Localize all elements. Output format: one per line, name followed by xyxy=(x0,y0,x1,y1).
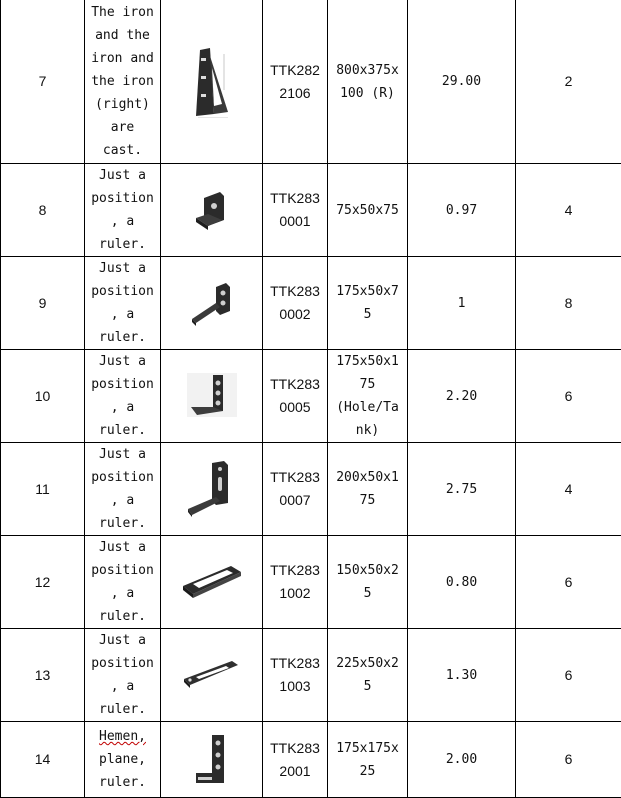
product-size xyxy=(328,443,408,536)
name-line: Just a xyxy=(99,447,146,462)
name-line: cast. xyxy=(103,143,142,158)
product-weight: 0.80 xyxy=(408,536,516,629)
name-line: , a xyxy=(111,586,134,601)
name-line: ruler. xyxy=(99,609,146,624)
name-line: Just a xyxy=(99,261,146,276)
name-line: Just a xyxy=(99,633,146,648)
l-angle-stop-slot-icon xyxy=(184,459,240,519)
product-size xyxy=(328,629,408,722)
size-line: 75x50x75 xyxy=(336,203,399,218)
slotted-bar-icon xyxy=(179,560,245,604)
code-line: 0007 xyxy=(279,492,310,508)
product-name xyxy=(85,629,161,722)
size-line: 150x50x2 xyxy=(336,563,399,578)
size-line: 175x50x7 xyxy=(336,284,399,299)
size-line: 200x50x1 xyxy=(336,470,399,485)
table-row xyxy=(1,0,621,164)
product-image xyxy=(161,629,263,722)
name-line: Just a xyxy=(99,354,146,369)
code-line: TTK282 xyxy=(270,62,320,78)
table-row xyxy=(1,536,621,629)
code-line: 1002 xyxy=(279,585,310,601)
product-image xyxy=(161,536,263,629)
code-line: 0002 xyxy=(279,306,310,322)
code-line: 2106 xyxy=(279,85,310,101)
product-quantity: 4 xyxy=(516,164,621,257)
name-line: position xyxy=(91,470,154,485)
name-line: Just a xyxy=(99,540,146,555)
code-line: TTK283 xyxy=(270,190,320,206)
product-code xyxy=(263,443,328,536)
product-weight: 2.20 xyxy=(408,350,516,443)
product-size xyxy=(328,350,408,443)
size-line: 5 xyxy=(364,679,372,694)
name-line: (right) xyxy=(95,97,150,112)
table-row xyxy=(1,722,621,798)
name-line: position xyxy=(91,191,154,206)
name-line: , a xyxy=(111,214,134,229)
product-name xyxy=(85,0,161,164)
welding-angle-triangle-icon xyxy=(184,46,240,118)
l-angle-stop-holes-icon xyxy=(187,371,237,421)
code-line: TTK283 xyxy=(270,562,320,578)
product-image xyxy=(161,164,263,257)
code-line: 2001 xyxy=(279,763,310,779)
size-line: 175x175x xyxy=(336,741,399,756)
product-weight: 1.30 xyxy=(408,629,516,722)
product-code xyxy=(263,722,328,798)
product-quantity: 6 xyxy=(516,722,621,798)
name-line: ruler. xyxy=(99,702,146,717)
size-line: 5 xyxy=(364,586,372,601)
code-line: 0005 xyxy=(279,399,310,415)
name-line: position xyxy=(91,563,154,578)
table-row xyxy=(1,350,621,443)
row-number: 14 xyxy=(1,722,85,798)
name-line: The iron xyxy=(91,5,154,20)
name-line: , a xyxy=(111,493,134,508)
code-line: TTK283 xyxy=(270,283,320,299)
product-image xyxy=(161,0,263,164)
product-code xyxy=(263,164,328,257)
name-line: iron and xyxy=(91,51,154,66)
product-quantity: 6 xyxy=(516,536,621,629)
code-line: TTK283 xyxy=(270,376,320,392)
size-line: 75 xyxy=(360,377,376,392)
size-line: 225x50x2 xyxy=(336,656,399,671)
product-weight: 0.97 xyxy=(408,164,516,257)
size-line: 175x50x1 xyxy=(336,354,399,369)
long-slotted-bar-icon xyxy=(182,657,242,693)
product-size xyxy=(328,722,408,798)
name-line: ruler. xyxy=(99,775,146,790)
name-line: the iron xyxy=(91,74,154,89)
table-row xyxy=(1,257,621,350)
name-line: and the xyxy=(95,28,150,43)
size-line: 800x375x xyxy=(336,63,399,78)
product-name xyxy=(85,257,161,350)
product-quantity: 2 xyxy=(516,0,621,164)
product-name xyxy=(85,536,161,629)
angle-stop-icon xyxy=(186,279,238,327)
product-quantity: 6 xyxy=(516,629,621,722)
name-line: plane, xyxy=(99,752,146,767)
size-line: 5 xyxy=(364,307,372,322)
code-line: TTK283 xyxy=(270,469,320,485)
row-number: 9 xyxy=(1,257,85,350)
table-row xyxy=(1,164,621,257)
product-image xyxy=(161,722,263,798)
table-row xyxy=(1,443,621,536)
code-line: TTK283 xyxy=(270,655,320,671)
product-code xyxy=(263,350,328,443)
product-quantity: 4 xyxy=(516,443,621,536)
name-line: Hemen, xyxy=(99,729,146,744)
code-line: TTK283 xyxy=(270,740,320,756)
name-line: , a xyxy=(111,400,134,415)
size-line: (Hole/Ta xyxy=(336,400,399,415)
row-number: 13 xyxy=(1,629,85,722)
name-line: are xyxy=(111,120,134,135)
row-number: 10 xyxy=(1,350,85,443)
product-size xyxy=(328,257,408,350)
name-line: , a xyxy=(111,679,134,694)
name-line: ruler. xyxy=(99,237,146,252)
product-code xyxy=(263,629,328,722)
name-line: ruler. xyxy=(99,423,146,438)
row-number: 7 xyxy=(1,0,85,164)
product-weight: 2.75 xyxy=(408,443,516,536)
name-line: , a xyxy=(111,307,134,322)
name-line: position xyxy=(91,284,154,299)
product-code xyxy=(263,536,328,629)
code-line: 1003 xyxy=(279,678,310,694)
product-code xyxy=(263,0,328,164)
size-line: nk) xyxy=(356,423,379,438)
product-image xyxy=(161,443,263,536)
product-weight: 1 xyxy=(408,257,516,350)
row-number: 12 xyxy=(1,536,85,629)
product-weight: 2.00 xyxy=(408,722,516,798)
product-size xyxy=(328,164,408,257)
product-name xyxy=(85,164,161,257)
size-line: 75 xyxy=(360,493,376,508)
product-size xyxy=(328,536,408,629)
product-quantity: 8 xyxy=(516,257,621,350)
product-size xyxy=(328,0,408,164)
product-name xyxy=(85,722,161,798)
size-line: 25 xyxy=(360,764,376,779)
product-image xyxy=(161,257,263,350)
code-line: 0001 xyxy=(279,213,310,229)
product-image xyxy=(161,350,263,443)
name-line: position xyxy=(91,377,154,392)
flat-l-bracket-icon xyxy=(192,733,232,787)
name-line: position xyxy=(91,656,154,671)
name-line: Just a xyxy=(99,168,146,183)
product-name xyxy=(85,350,161,443)
table-row xyxy=(1,629,621,722)
product-name xyxy=(85,443,161,536)
name-line: ruler. xyxy=(99,330,146,345)
product-weight: 29.00 xyxy=(408,0,516,164)
product-quantity: 6 xyxy=(516,350,621,443)
name-line: ruler. xyxy=(99,516,146,531)
row-number: 8 xyxy=(1,164,85,257)
small-angle-block-icon xyxy=(192,188,232,232)
row-number: 11 xyxy=(1,443,85,536)
product-code xyxy=(263,257,328,350)
size-line: 100 (R) xyxy=(340,86,395,101)
